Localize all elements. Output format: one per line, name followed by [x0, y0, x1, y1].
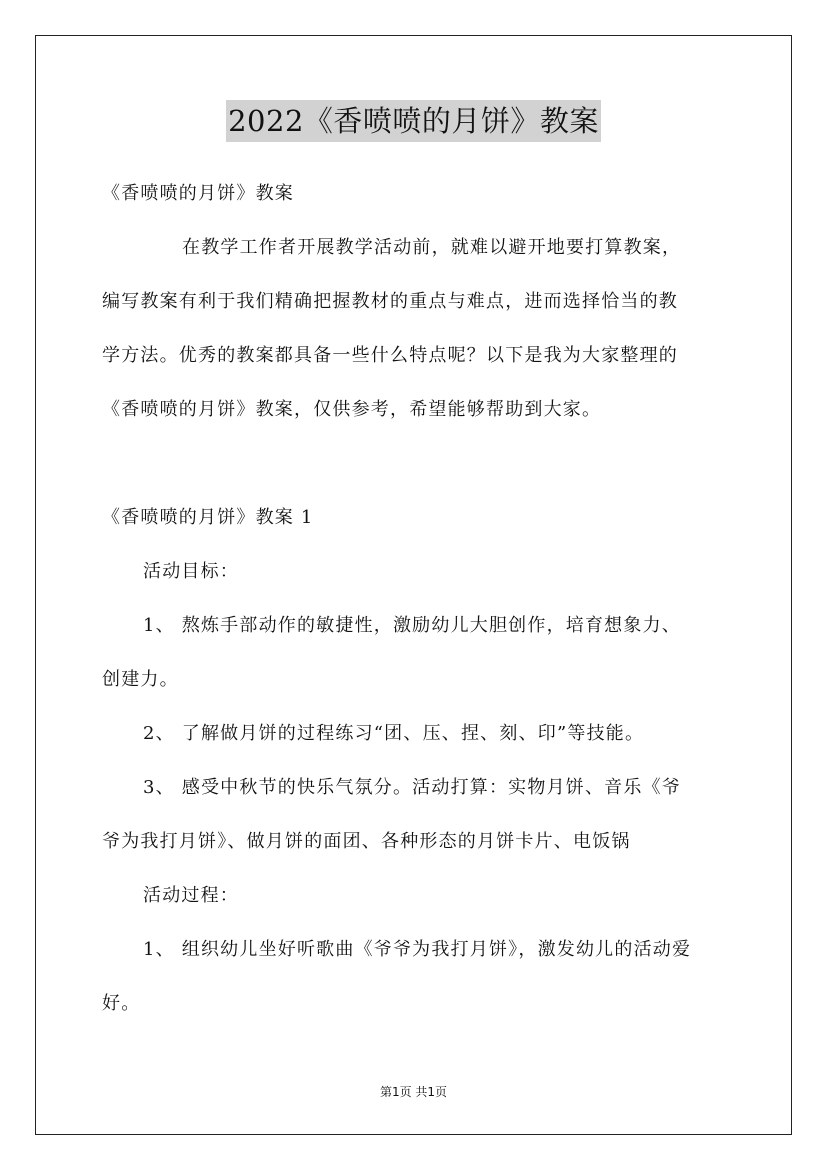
section-heading: 《香喷喷的月饼》教案 1: [102, 507, 314, 528]
intro-line-4: 《香喷喷的月饼》教案，仅供参考，希望能够帮助到大家。: [102, 399, 602, 420]
process-1-line-1: 1、 组织幼儿坐好听歌曲《爷爷为我打月饼》，激发幼儿的活动爱: [143, 939, 692, 960]
goal-2: 2、 了解做月饼的过程练习“团、压、捏、刻、印”等技能。: [143, 723, 645, 744]
intro-line-1: 在教学工作者开展教学活动前，就难以避开地要打算教案，: [182, 237, 682, 258]
goal-3-line-1: 3、 感受中秋节的快乐气氛分。活动打算：实物月饼、音乐《爷: [143, 777, 681, 798]
goal-1-line-2: 创建力。: [102, 669, 179, 690]
intro-line-2: 编写教案有利于我们精确把握教材的重点与难点，进而选择恰当的教: [102, 291, 678, 312]
subtitle: 《香喷喷的月饼》教案: [102, 183, 294, 204]
title-block: [0, 100, 827, 142]
process-1-line-2: 好。: [102, 993, 141, 1014]
process-heading: 活动过程：: [143, 885, 239, 906]
intro-line-3: 学方法。优秀的教案都具备一些什么特点呢？以下是我为大家整理的: [102, 345, 678, 366]
goal-heading: 活动目标：: [143, 561, 239, 582]
goal-1-line-1: 1、 熬炼手部动作的敏捷性，激励幼儿大胆创作，培育想象力、: [143, 615, 681, 636]
document-title: 2022《香喷喷的月饼》教案: [226, 100, 601, 142]
goal-3-line-2: 爷为我打月饼》、做月饼的面团、各种形态的月饼卡片、电饭锅: [102, 831, 631, 852]
page-footer: 第1页 共1页: [379, 1085, 448, 1099]
